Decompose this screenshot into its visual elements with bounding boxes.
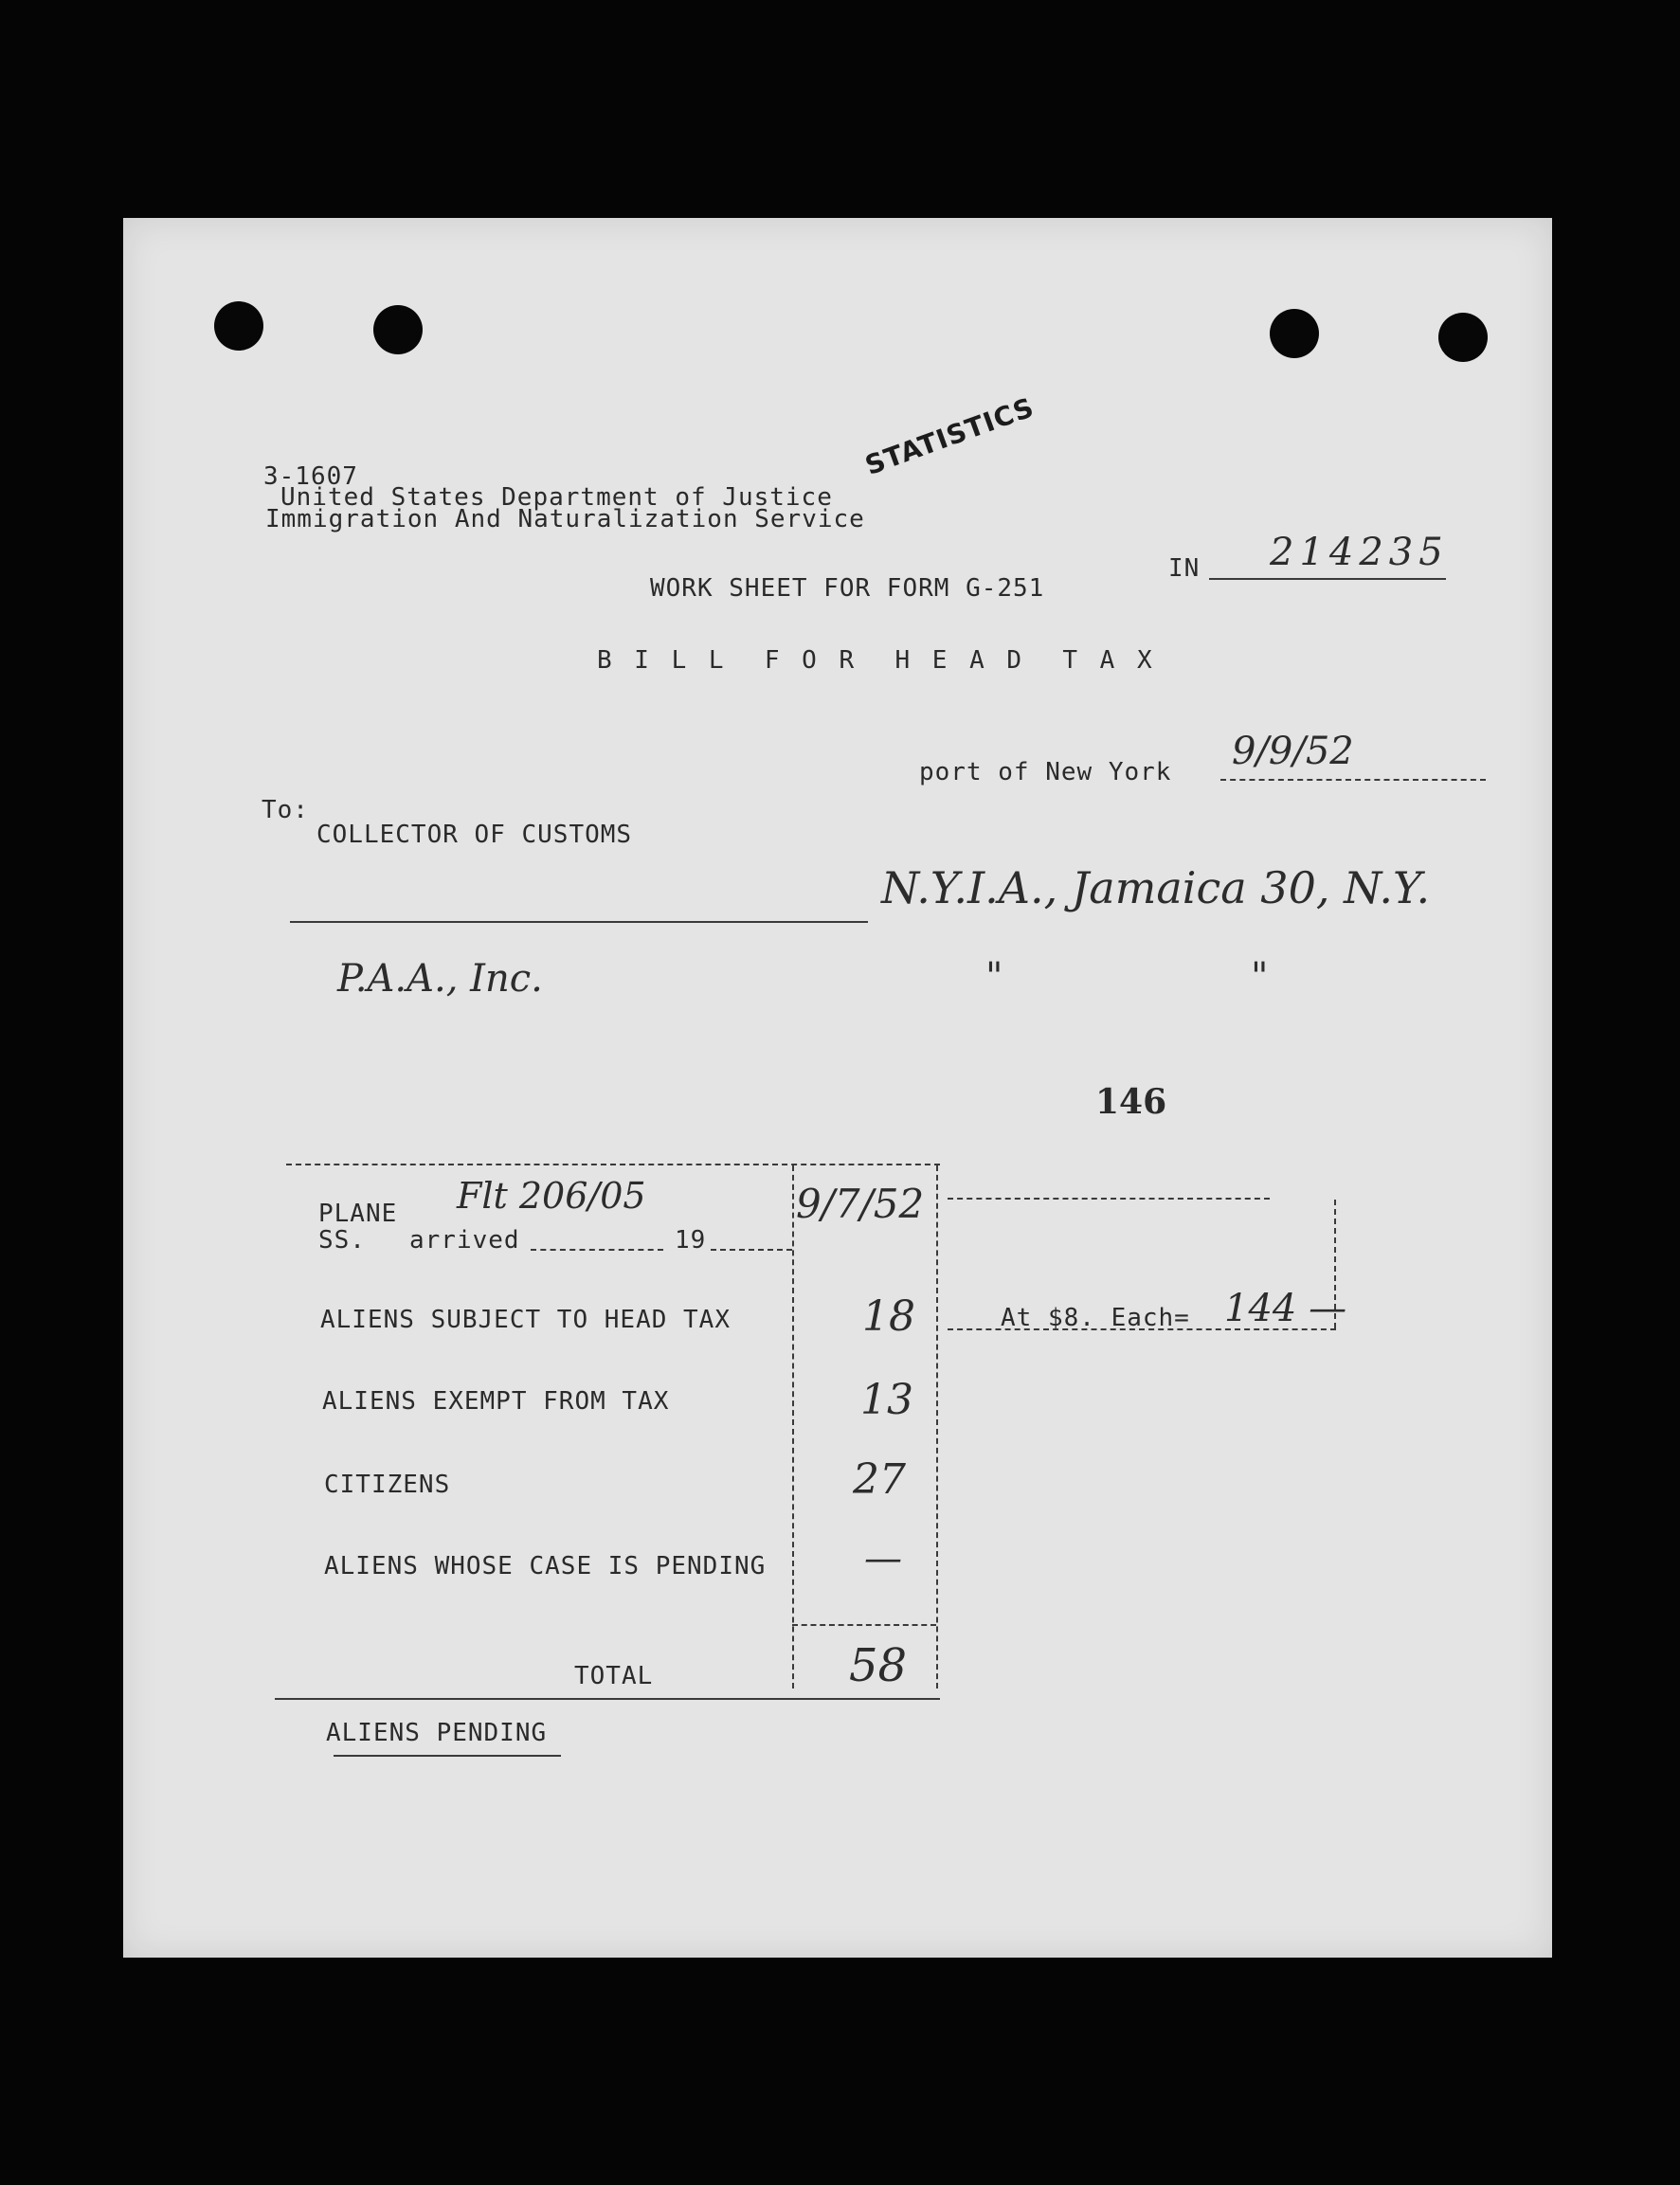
citizens-label: CITIZENS [324, 1471, 451, 1499]
year-line [711, 1249, 792, 1251]
ditto-mark: " [1251, 955, 1269, 999]
page-number: 146 [1095, 1082, 1167, 1122]
year-prefix: 19 [675, 1226, 707, 1255]
aliens-pending-case-value: — [864, 1537, 902, 1580]
total-value: 58 [849, 1639, 908, 1692]
to-label: To: [262, 796, 309, 824]
service-name: Immigration And Naturalization Service [265, 505, 865, 533]
total-label: TOTAL [574, 1662, 654, 1690]
tax-box-top [948, 1198, 1270, 1200]
in-number-value: 214235 [1270, 531, 1449, 574]
addressee-line [290, 921, 868, 923]
company-name: P.A.A., Inc. [337, 957, 543, 1001]
aliens-pending-underline [334, 1755, 561, 1757]
in-number-line [1209, 578, 1446, 580]
bill-title: B I L L F O R H E A D T A X [597, 646, 1156, 675]
table-top-line [286, 1164, 940, 1165]
port-label: port of New York [919, 758, 1172, 786]
citizens-value: 27 [853, 1455, 906, 1504]
tax-amount: 144 — [1224, 1287, 1347, 1330]
punch-hole-icon [1270, 309, 1319, 358]
flight-number: Flt 206/05 [457, 1175, 646, 1217]
port-date: 9/9/52 [1232, 730, 1354, 773]
aliens-subject-value: 18 [862, 1292, 915, 1341]
plane-label: PLANE [318, 1200, 398, 1228]
aliens-pending-label: ALIENS PENDING [326, 1719, 548, 1747]
table-bottom-line [275, 1698, 940, 1700]
arrived-line [531, 1249, 663, 1251]
aliens-pending-case-label: ALIENS WHOSE CASE IS PENDING [324, 1552, 767, 1580]
form-number: 3-1607 [263, 462, 358, 491]
table-right-border [936, 1165, 938, 1688]
statistics-stamp: STATISTICS [860, 391, 1039, 481]
in-label: IN [1168, 554, 1201, 583]
table-total-divider [792, 1624, 936, 1626]
punch-hole-icon [214, 301, 263, 351]
port-date-line [1220, 779, 1486, 781]
addressee: COLLECTOR OF CUSTOMS [316, 821, 633, 849]
ss-label: SS. [318, 1226, 366, 1255]
arrival-date: 9/7/52 [796, 1181, 925, 1227]
ditto-mark: " [985, 955, 1003, 999]
aliens-exempt-label: ALIENS EXEMPT FROM TAX [322, 1387, 670, 1416]
punch-hole-icon [373, 305, 423, 354]
department-name: United States Department of Justice [280, 483, 833, 512]
punch-hole-icon [1438, 313, 1488, 362]
worksheet-title: WORK SHEET FOR FORM G-251 [650, 574, 1045, 603]
aliens-exempt-value: 13 [860, 1376, 913, 1424]
carrier-location: N.Y.I.A., Jamaica 30, N.Y. [881, 862, 1431, 913]
arrived-label: arrived [409, 1226, 520, 1255]
tax-rate-label: At $8. Each= [1001, 1304, 1190, 1332]
aliens-subject-label: ALIENS SUBJECT TO HEAD TAX [320, 1306, 731, 1334]
document-page [123, 218, 1552, 1958]
table-column-divider [792, 1165, 794, 1688]
